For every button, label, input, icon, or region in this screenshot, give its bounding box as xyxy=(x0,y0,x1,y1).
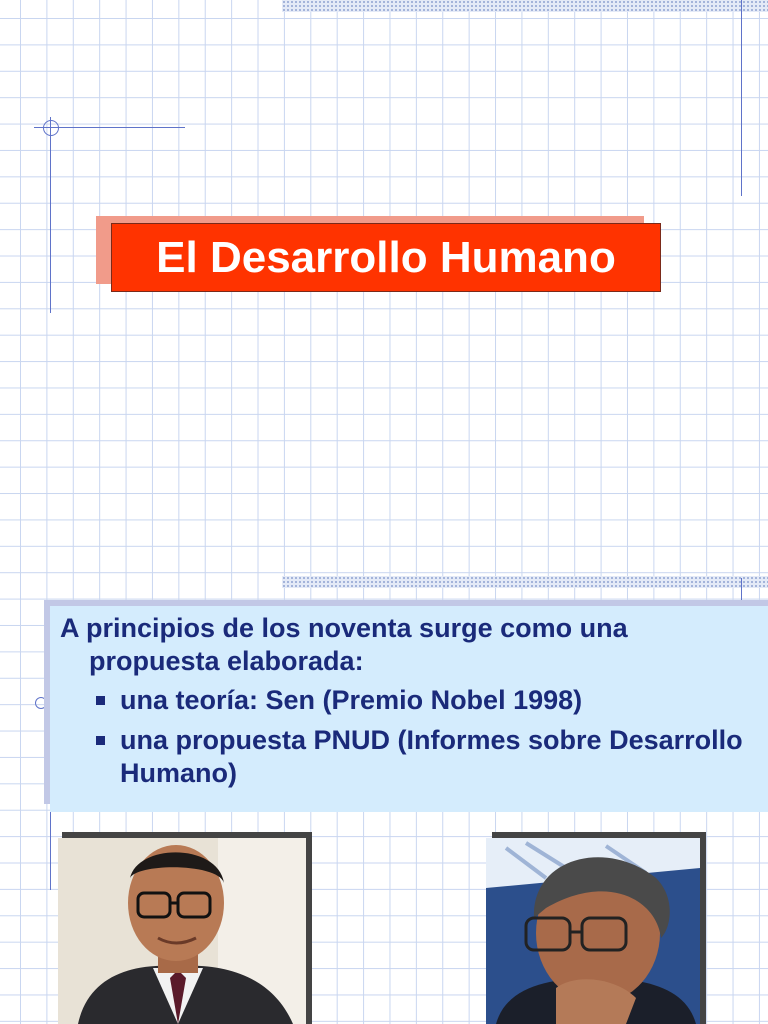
decorative-vertical-rule xyxy=(50,117,51,313)
list-item xyxy=(96,684,768,717)
portrait-illustration xyxy=(58,838,306,1024)
bullet-text: una propuesta PNUD (Informes sobre Desarrollo Humano) xyxy=(120,725,743,788)
list-item xyxy=(96,724,768,790)
crosshair-icon xyxy=(43,120,59,136)
decorative-dotted-band-top xyxy=(282,0,768,12)
decorative-dotted-band-middle xyxy=(282,576,768,588)
content-panel xyxy=(50,606,768,812)
title-banner xyxy=(111,223,661,292)
square-bullet-icon xyxy=(96,736,105,745)
slide-title: El Desarrollo Humano xyxy=(156,232,616,282)
bullet-text: una teoría: Sen (Premio Nobel 1998) xyxy=(120,685,583,715)
lead-text: A principios de los noventa surge como una propuesta elaborada: xyxy=(60,613,628,676)
portrait-illustration xyxy=(486,838,700,1024)
bullet-list xyxy=(60,684,768,790)
square-bullet-icon xyxy=(96,696,105,705)
portrait-photo-right xyxy=(486,838,700,1024)
decorative-vertical-rule xyxy=(741,0,742,196)
portrait-photo-left xyxy=(58,838,306,1024)
